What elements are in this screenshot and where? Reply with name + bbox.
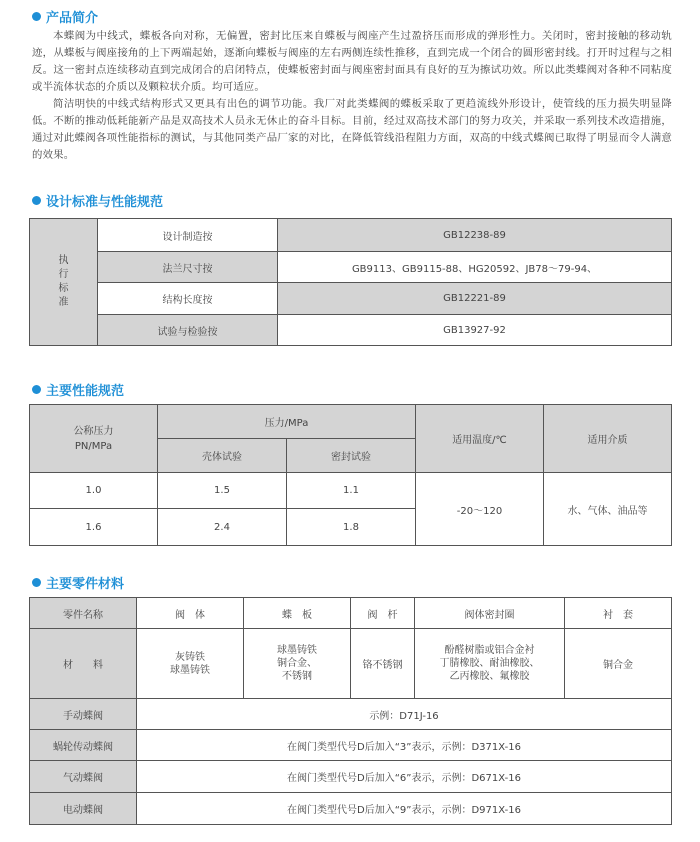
bullet-icon <box>32 578 41 587</box>
table-row <box>30 283 672 315</box>
parts-header-bushing: 衬 套 <box>565 598 672 629</box>
material-seal: 酚醛树脂或铝合金衬 丁腈橡胶、耐油橡胶、 乙丙橡胶、氟橡胶 <box>415 629 565 699</box>
pn-value: 1.6 <box>30 509 158 546</box>
standards-item: 结构长度按 <box>98 283 278 315</box>
parts-table <box>29 597 672 825</box>
bullet-icon <box>32 385 41 394</box>
seal-value: 1.8 <box>287 509 416 546</box>
standards-table <box>29 218 672 346</box>
standards-header: 执行标准 <box>58 255 69 308</box>
table-row <box>30 252 672 283</box>
drive-name: 蜗轮传动蝶阀 <box>30 730 137 761</box>
standards-item: 试验与检验按 <box>98 315 278 346</box>
material-bushing: 铜合金 <box>565 629 672 699</box>
parts-header-body: 阀 体 <box>137 598 244 629</box>
drive-desc: 在阀门类型代号D后加入“3”表示，示例：D371X-16 <box>137 730 672 761</box>
intro-paragraph-2: 简洁明快的中线式结构形式又更具有出色的调节功能。我厂对此类蝶阀的蝶板采取了更趋流线外形设计，使管线的压力损失明显降低。不断的推动低耗能新产品是双高技术人员永无休止的奋斗目标。目前，经过双高技术部门的努力攻关，并采取一系列技术改造措施，通过对此蝶阀各项性能指标的测试，与其他同类产品厂家的对比，在降低管线沿程阻力方面，双高的中线式蝶阀已取得了明显而令人满意的效果。 <box>32 98 672 161</box>
seal-value: 1.1 <box>287 473 416 509</box>
pressure-header: 压力/MPa <box>158 405 416 439</box>
temperature-header: 适用温度/℃ <box>416 405 544 473</box>
parts-header-stem: 阀 杆 <box>351 598 415 629</box>
table-row <box>30 473 672 509</box>
drive-desc: 在阀门类型代号D后加入“6”表示，示例：D671X-16 <box>137 761 672 793</box>
nominal-pressure-header: 公称压力 PN/MPa <box>30 405 158 473</box>
section-title-text: 产品简介 <box>46 10 99 26</box>
performance-table <box>29 404 672 546</box>
parts-header-disc: 蝶 板 <box>244 598 351 629</box>
table-row <box>30 598 672 629</box>
section-title-parts <box>32 574 124 590</box>
shell-test-header: 壳体试验 <box>158 439 287 473</box>
section-title-standards <box>32 192 163 208</box>
material-label: 材 料 <box>30 629 137 699</box>
drive-name: 手动蝶阀 <box>30 699 137 730</box>
material-stem: 铬不锈钢 <box>351 629 415 699</box>
drive-desc: 在阀门类型代号D后加入“9”表示，示例：D971X-16 <box>137 793 672 825</box>
section-title-text: 设计标准与性能规范 <box>46 194 164 210</box>
standards-value: GB13927-92 <box>278 315 672 346</box>
table-row <box>30 629 672 699</box>
bullet-icon <box>32 196 41 205</box>
material-body: 灰铸铁 球墨铸铁 <box>137 629 244 699</box>
intro-paragraph-1: 本蝶阀为中线式，蝶板各向对称，无偏置，密封比压来自蝶板与阀座产生过盈挤压而形成的弹形性力。关闭时，密封接触的移动轨迹，从蝶板与阀座接角的上下两端起始，逐渐向蝶板与阀座的左右两侧连续性推移，直到完成一个闭合的圆形密封线。打开时过程与之相反。这一密封点连续移动直到完成闭合的启闭特点，使蝶板密封面与阀座密封面具有良好的互为擦试功效。所以此类蝶阀对各种不同粘度或半流体状态的介质以及颗粒状介质。均可适应。 <box>32 30 672 93</box>
table-row <box>30 793 672 825</box>
table-row <box>30 405 672 439</box>
parts-header-seal: 阀体密封圈 <box>415 598 565 629</box>
parts-header-label: 零件名称 <box>30 598 137 629</box>
temperature-value: -20～120 <box>416 473 544 546</box>
material-disc: 球墨铸铁 铜合金、 不锈钢 <box>244 629 351 699</box>
table-row <box>30 730 672 761</box>
table-row <box>30 219 672 252</box>
standards-value: GB12221-89 <box>278 283 672 315</box>
bullet-icon <box>32 12 41 21</box>
seal-test-header: 密封试验 <box>287 439 416 473</box>
drive-name: 气动蝶阀 <box>30 761 137 793</box>
standards-value: GB9113、GB9115-88、HG20592、JB78～79-94、 <box>278 252 672 283</box>
medium-value: 水、气体、油品等 <box>544 473 672 546</box>
table-row <box>30 761 672 793</box>
standards-item: 法兰尺寸按 <box>98 252 278 283</box>
section-title-text: 主要性能规范 <box>46 383 125 399</box>
medium-header: 适用介质 <box>544 405 672 473</box>
standards-header-cell <box>30 219 98 346</box>
drive-name: 电动蝶阀 <box>30 793 137 825</box>
pn-value: 1.0 <box>30 473 158 509</box>
section-title-intro <box>32 8 98 24</box>
section-title-performance <box>32 381 124 397</box>
standards-value: GB12238-89 <box>278 219 672 252</box>
shell-value: 1.5 <box>158 473 287 509</box>
section-title-text: 主要零件材料 <box>46 576 125 592</box>
standards-item: 设计制造按 <box>98 219 278 252</box>
table-row <box>30 315 672 346</box>
table-row <box>30 699 672 730</box>
drive-desc: 示例：D71J-16 <box>137 699 672 730</box>
shell-value: 2.4 <box>158 509 287 546</box>
